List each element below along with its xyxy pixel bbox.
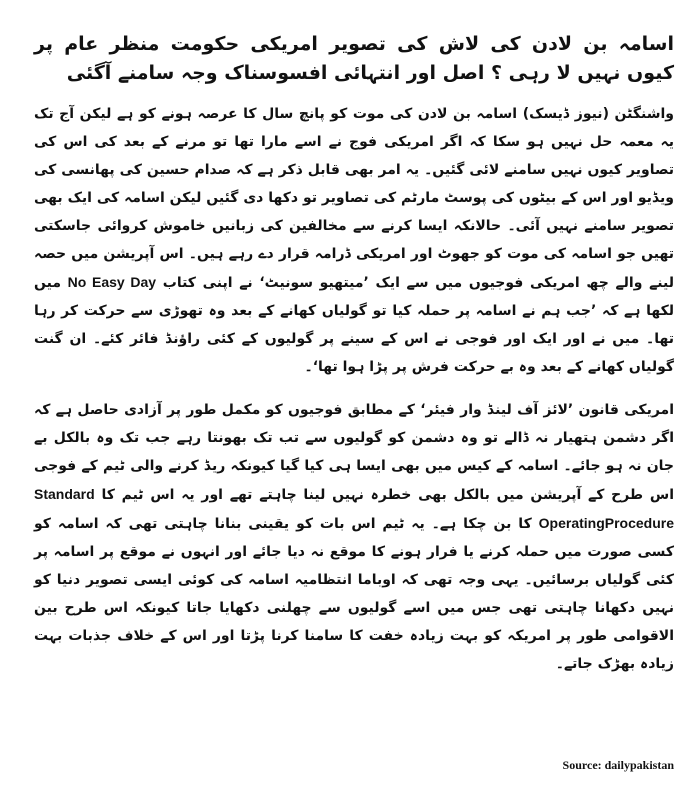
source-credit: Source: dailypakistan [562,758,674,772]
paragraph-2 [34,396,674,678]
book-title: No Easy Day [67,274,157,290]
headline: اسامہ بن لادن کی لاش کی تصویر امریکی حکومت منظر عام پر کیوں نہیں لا رہی ؟ اصل اور انتہائی افسوسناک وجہ سامنے آگئی [34,33,674,84]
paragraph-1-text-b: میں لکھا ہے کہ ’جب ہم نے اسامہ پر حملہ کیا تو گولیاں کھانے کے بعد وہ تھوڑی سے حرکت کر رہا تھا۔ میں نے اور ایک اور فوجی نے اس کے سینے پر گولیوں کے کئی راﺅنڈ فائر کئے۔ ان گنت گولیاں کھانے کے بعد وہ بے حرکت فرش پر پڑا ہوا تھا‘۔ [34,275,674,375]
article [34,30,674,678]
paragraph-2-text-b: کا بن چکا ہے۔ یہ ٹیم اس بات کو یقینی بنانا چاہتی تھی کہ اسامہ کو کسی صورت میں حملہ کرنے یا فرار ہونے کا موقع نہ دیا جائے اور انہوں نے موقع پر اسامہ پر کئی گولیاں برسائیں۔ یہی وجہ تھی کہ اوباما انتظامیہ اسامہ کی کوئی ایسی تصویر دنیا کو نہیں دکھانا چاہتی تھی جس میں اسے گولیوں سے چھلنی دکھایا جاتا کیونکہ اس طرح بین الاقوامی طور پر امریکہ کو بہت زیادہ خفت کا سامنا کرنا پڑتا اور اس کے خلاف جذبات بہت زیادہ بھڑک جاتے۔ [34,516,674,672]
paragraph-1 [34,100,674,381]
paragraph-1-text-a: واشنگٹن (نیوز ڈیسک) اسامہ بن لادن کی موت کو پانچ سال کا عرصہ ہونے کو ہے لیکن آج تک یہ معمہ حل نہیں ہو سکا کہ اگر امریکی فوج نے اسے مارا تھا تو مرنے کے بعد کی اس کی تصاویر کیوں نہیں سامنے لائی گئیں۔ یہ امر بھی قابل ذکر ہے کہ صدام حسین کی پھانسی کی ویڈیو اور اس کے بیٹوں کی پوسٹ مارٹم کی تصاویر تو دکھا دی گئیں لیکن اسامہ کی ایک بھی تصویر سامنے نہیں آئی۔ حالانکہ ایسا کرنے سے مخالفین کی زبانیں خاموش کروائی جاسکتی تھیں جو اسامہ کی موت کو جھوٹ اور امریکی ڈرامہ قرار دے رہے ہیں۔ اس آپریشن میں حصہ لینے والے چھ امریکی فوجیوں میں سے ایک ’میتھیو سونیٹ‘ نے اپنی کتاب [34,106,674,291]
sop-term: Standard OperatingProcedure [34,486,675,531]
paragraph-2-text-a: امریکی قانون ’لائز آف لینڈ وار فیئر‘ کے مطابق فوجیوں کو مکمل طور پر آزادی حاصل ہے کہ اگر دشمن ہتھیار نہ ڈالے تو وہ دشمن کو گولیوں سے تب تک بھونتا رہے جب تک وہ بالکل بے جان نہ ہو جائے۔ اسامہ کے کیس میں بھی ایسا ہی کیا گیا کیونکہ ریڈ کرنے والی ٹیم کے فوجی اس طرح کے آپریشن میں بالکل بھی خطرہ نہیں لینا چاہتے تھے اور یہ اس ٹیم کا [34,402,674,503]
